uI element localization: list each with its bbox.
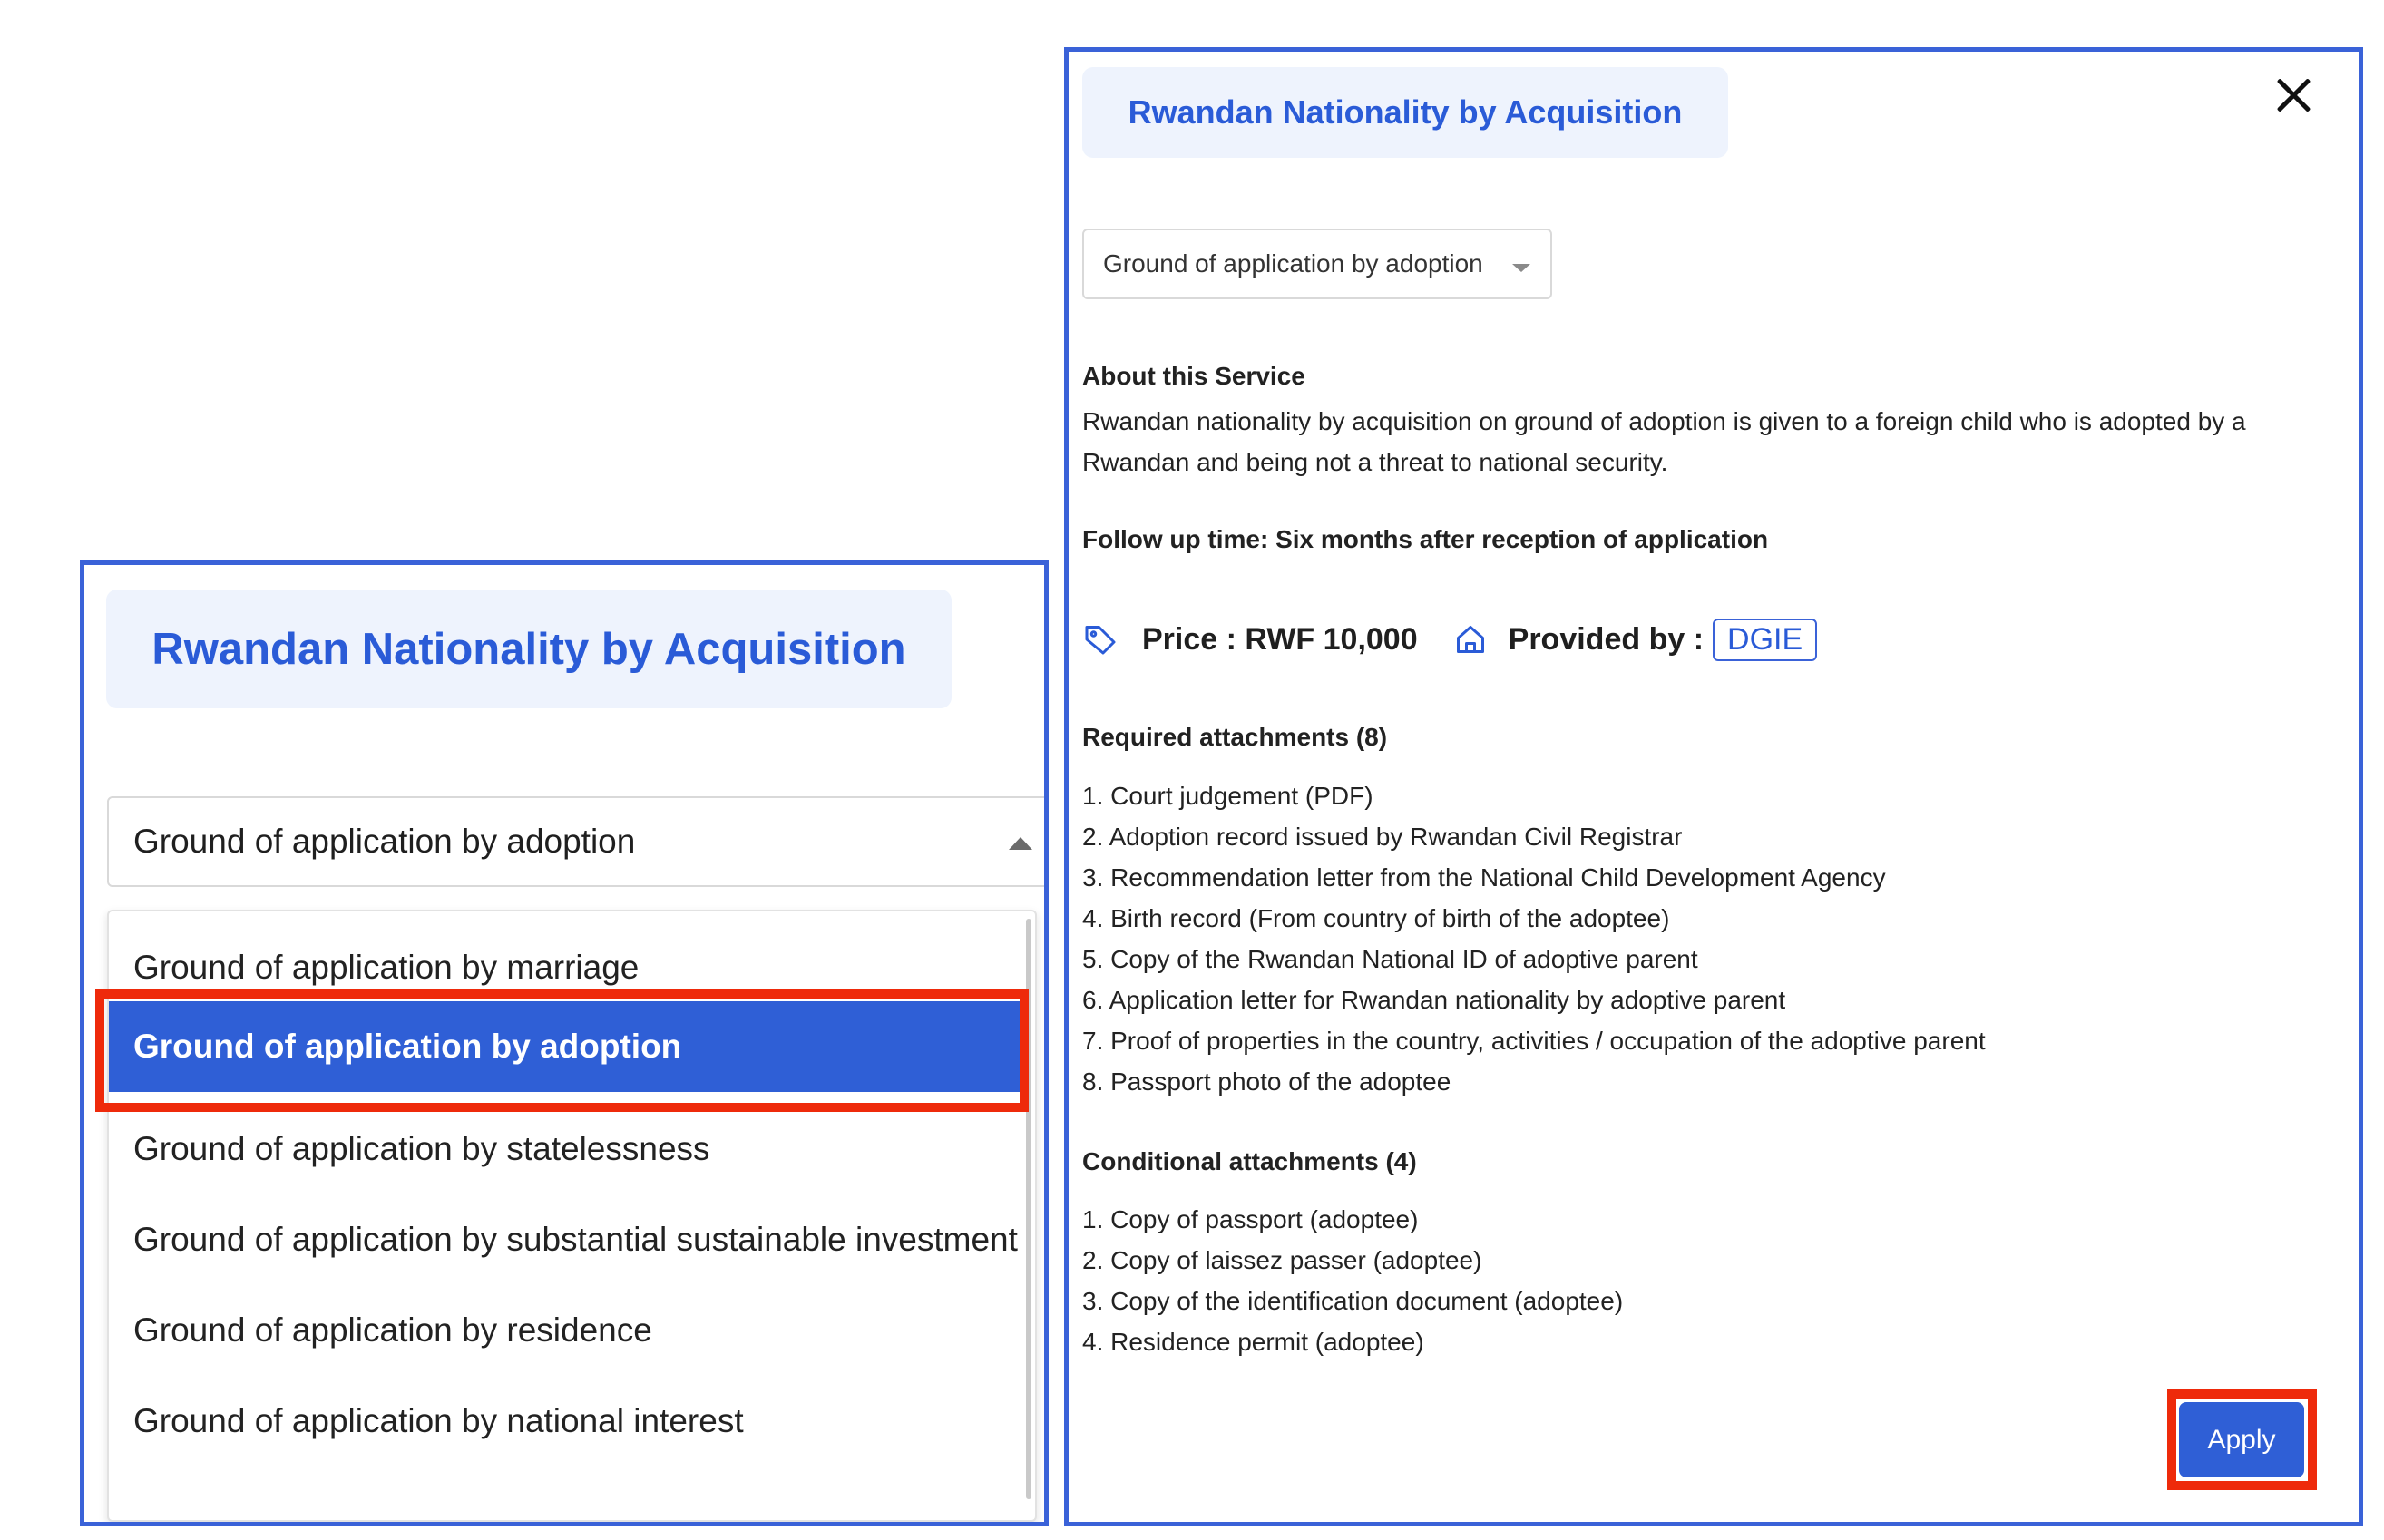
list-item: 1. Court judgement (PDF) <box>1082 782 1373 810</box>
provided-by-label: Provided by : <box>1508 621 1705 657</box>
option-national-interest[interactable]: Ground of application by national interest <box>133 1402 744 1439</box>
home-icon <box>1452 621 1489 658</box>
option-adoption[interactable]: Ground of application by adoption <box>109 1001 1025 1092</box>
conditional-list <box>1082 1199 1623 1362</box>
option-investment[interactable]: Ground of application by substantial sustainable investment <box>133 1221 1018 1258</box>
conditional-heading: Conditional attachments (4) <box>1082 1147 1417 1175</box>
close-icon[interactable] <box>2273 75 2313 115</box>
required-heading: Required attachments (8) <box>1082 723 1388 751</box>
list-item: 3. Recommendation letter from the National Child Development Agency <box>1082 863 1886 892</box>
ground-select[interactable] <box>107 796 1049 887</box>
tag-icon <box>1082 621 1119 658</box>
ground-select-value: Ground of application by adoption <box>133 823 636 860</box>
follow-up-time: Follow up time: Six months after reception of application <box>1082 525 1769 553</box>
list-item: 5. Copy of the Rwandan National ID of adoptive parent <box>1082 945 1698 973</box>
list-item: 4. Residence permit (adoptee) <box>1082 1328 1424 1356</box>
price-row <box>1082 612 1817 667</box>
ground-select-value: Ground of application by adoption <box>1103 249 1483 278</box>
option-residence[interactable]: Ground of application by residence <box>133 1311 652 1349</box>
option-marriage[interactable]: Ground of application by marriage <box>133 949 640 986</box>
selected-option-highlight <box>95 989 1029 1112</box>
list-item: 8. Passport photo of the adoptee <box>1082 1067 1451 1096</box>
list-item: 7. Proof of properties in the country, activities / occupation of the adoptive parent <box>1082 1027 1986 1055</box>
list-item: 2. Copy of laissez passer (adoptee) <box>1082 1246 1482 1274</box>
ground-select[interactable] <box>1082 229 1552 299</box>
service-title: Rwandan Nationality by Acquisition <box>106 590 952 708</box>
right-panel <box>1064 47 2363 1526</box>
apply-button[interactable]: Apply <box>2179 1402 2304 1477</box>
about-text: Rwandan nationality by acquisition on ground of adoption is given to a foreign child who is adopted by a Rwandan and being not a threat to national security. <box>1082 407 2246 476</box>
about-heading: About this Service <box>1082 362 1305 390</box>
list-item: 6. Application letter for Rwandan nationality by adoptive parent <box>1082 986 1786 1014</box>
service-title: Rwandan Nationality by Acquisition <box>1082 67 1728 158</box>
list-item: 4. Birth record (From country of birth of the adoptee) <box>1082 904 1670 932</box>
left-panel <box>80 560 1049 1526</box>
list-item: 3. Copy of the identification document (adoptee) <box>1082 1287 1624 1315</box>
caret-up-icon <box>1009 837 1032 850</box>
list-item: 2. Adoption record issued by Rwandan Civil Registrar <box>1082 823 1683 851</box>
provider-badge[interactable]: DGIE <box>1713 619 1817 661</box>
price-text: Price : RWF 10,000 <box>1142 621 1418 657</box>
required-list <box>1082 775 1986 1102</box>
list-item: 1. Copy of passport (adoptee) <box>1082 1205 1419 1233</box>
caret-down-icon <box>1512 264 1530 272</box>
option-statelessness[interactable]: Ground of application by statelessness <box>133 1130 710 1167</box>
